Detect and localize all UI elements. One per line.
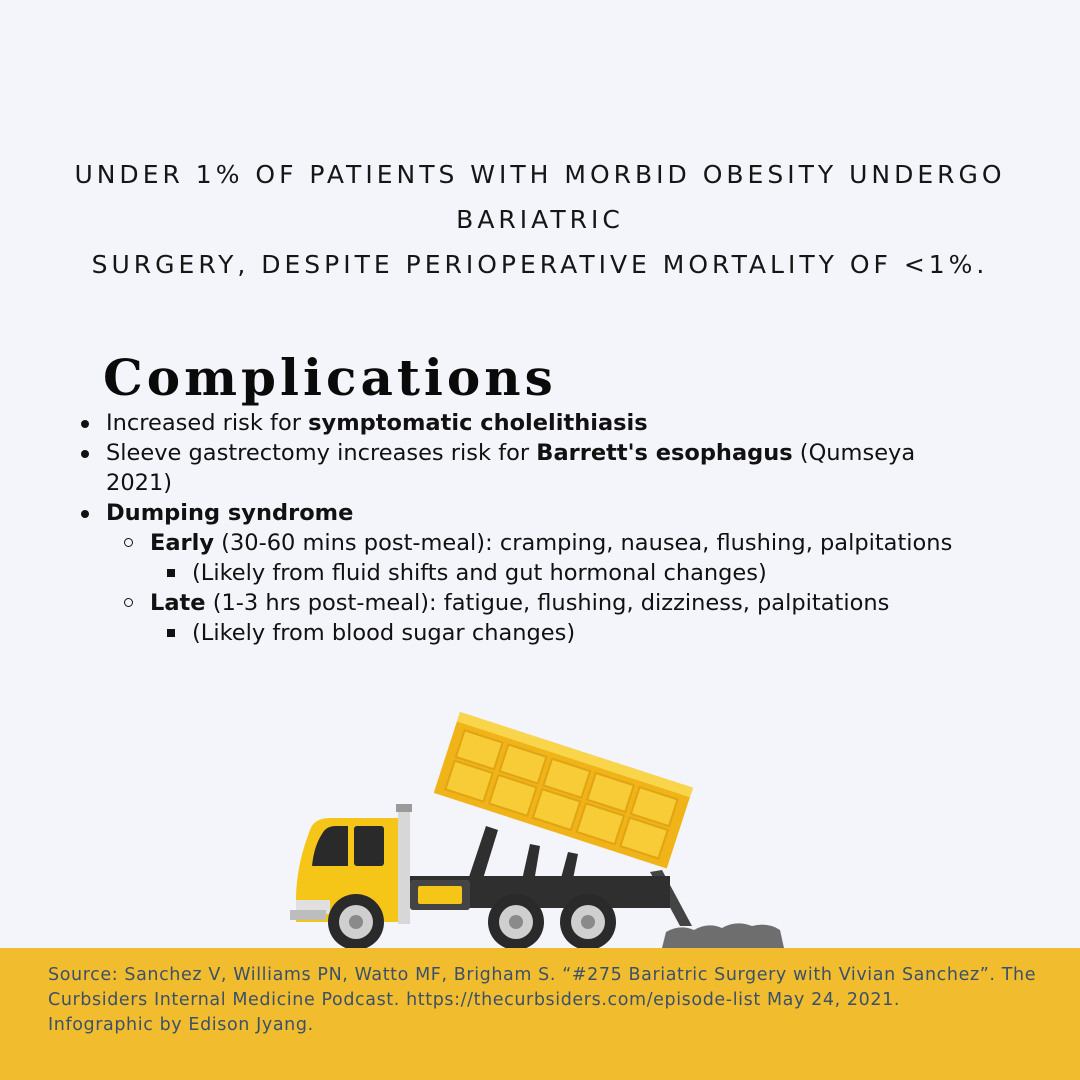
dump-truck-icon (290, 700, 790, 952)
dirt-pile (662, 923, 784, 948)
list-item: Dumping syndrome (78, 498, 978, 528)
complications-list (78, 408, 978, 648)
list-item: Increased risk for symptomatic cholelithiasis (78, 408, 978, 438)
list-subitem: Late (1-3 hrs post-meal): fatigue, flushing, dizziness, palpitations (78, 588, 978, 618)
credit-text: Infographic by Edison Jyang. (48, 1015, 314, 1035)
section-heading: Complications (103, 348, 557, 407)
statistic-text (60, 152, 1020, 287)
list-subsubitem: (Likely from fluid shifts and gut hormonal changes) (78, 558, 978, 588)
source-citation (48, 963, 1048, 1038)
source-text: Source: Sanchez V, Williams PN, Watto MF, Brigham S. “#275 Bariatric Surgery with Vivian Sanchez”. The Curbsiders Internal Medicine Podcast. https://thecurbsiders.com/episode-list May 24, 2021. (48, 965, 1037, 1010)
list-subsubitem: (Likely from blood sugar changes) (78, 618, 978, 648)
statistic-line-2: SURGERY, DESPITE PERIOPERATIVE MORTALITY OF <1%. (91, 250, 989, 279)
list-subitem: Early (30-60 mins post-meal): cramping, nausea, flushing, palpitations (78, 528, 978, 558)
statistic-line-1: UNDER 1% OF PATIENTS WITH MORBID OBESITY UNDERGO BARIATRIC (74, 160, 1006, 234)
list-item: Sleeve gastrectomy increases risk for Barrett's esophagus (Qumseya 2021) (78, 438, 978, 498)
